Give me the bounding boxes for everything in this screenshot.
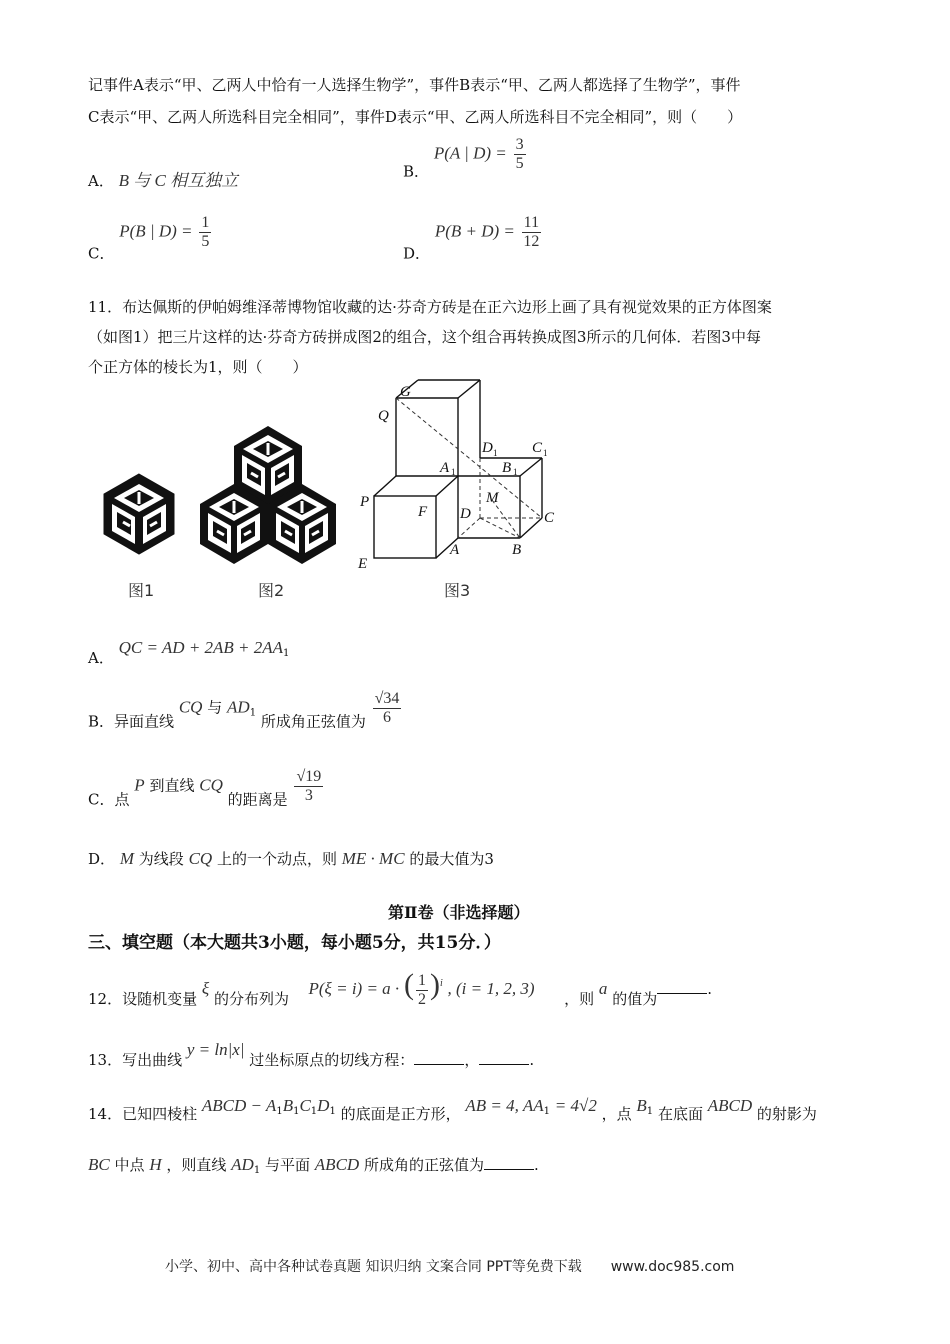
footer [165, 1256, 734, 1276]
q14-line2: BC 中点 H ，则直线 $AD_1$ 与平面 ABCD 所成角的正弦值为 . [88, 1155, 539, 1176]
footer-url[interactable]: www.doc985.com [610, 1259, 735, 1275]
option-label: B． [403, 162, 430, 181]
footer-text: 小学、初中、高中各种试卷真题 知识归纳 文案合同 PPT等免费下载 [165, 1259, 582, 1275]
label-a1: A [440, 460, 450, 476]
label-c1: C [532, 440, 543, 456]
figure1-caption: 图1 [128, 581, 155, 600]
label-d: D [460, 506, 471, 522]
q11-option-c: C．点 P 到直线 CQ 的距离是 $\frac{√19}{3}$ [88, 768, 322, 809]
q10-line2: C表示“甲、乙两人所选科目完全相同”，事件D表示“甲、乙两人所选科目不完全相同”，则（ ） [88, 108, 743, 126]
q11-line1: 11．布达佩斯的伊帕姆维泽蒂博物馆收藏的达·芬奇方砖是在正六边形上画了具有视觉效果的正方体图案 [88, 298, 772, 316]
q11-line3: 个正方体的棱长为1，则（ ） [88, 358, 308, 376]
answer-blank-1 [414, 1050, 464, 1065]
q10-option-b [403, 136, 528, 182]
label-d1: D [482, 440, 493, 456]
figure1-cube-tile [100, 470, 178, 558]
fraction: $\frac{11}{12}$ [523, 214, 540, 250]
label-a: A [450, 542, 460, 558]
q11-option-b: B．异面直线 CQ 与 $AD_1$ 所成角正弦值为 $\frac{√34}{6}$ [88, 690, 400, 731]
option-expr: P(B | D) = [119, 221, 193, 241]
q10-line1: 记事件A表示“甲、乙两人中恰有一人选择生物学”，事件B表示“甲、乙两人都选择了生物学”，事件 [88, 76, 741, 94]
option-label: C． [88, 244, 115, 263]
option-expr: P(A | D) = [433, 143, 507, 163]
label-g: G [400, 384, 411, 400]
answer-blank-2 [479, 1050, 529, 1065]
answer-blank [657, 979, 707, 994]
figure2-caption: 图2 [258, 581, 285, 600]
section-title: 第Ⅱ卷（非选择题） [388, 903, 530, 922]
option-expr: P(B + D) = [434, 221, 515, 241]
q11-option-a: A． QC = AD + $2AB + 2AA_1$ [88, 638, 290, 667]
figure3-geometry [352, 378, 564, 574]
label-b: B [512, 542, 522, 558]
label-b1: B [502, 460, 512, 476]
label-f: F [418, 504, 428, 520]
label-p: P [360, 494, 370, 510]
q12: 12．设随机变量 ξ 的分布列为 P(ξ = i) = a · ( $\frac{1}{2}$ )$^i$ , (i = 1, 2, 3) ，则 a 的值为. [88, 968, 712, 1008]
option-text: B 与 C 相互独立 [118, 171, 239, 190]
svg-text:1: 1 [543, 448, 548, 458]
q11-line2: （如图1）把三片这样的达·芬奇方砖拼成图2的组合，这个组合再转换成图3所示的几何体．若图3中每 [88, 328, 761, 346]
q10-option-a [88, 166, 238, 191]
label-m: M [486, 490, 499, 506]
figure2-three-tiles [198, 422, 338, 572]
label-q: Q [378, 408, 389, 424]
q13: 13．写出曲线 y = ln|x| 过坐标原点的切线方程： ， . [88, 1040, 535, 1069]
figure3-caption: 图3 [444, 581, 471, 600]
label-e: E [358, 556, 368, 572]
svg-text:1: 1 [513, 467, 518, 477]
q14-line1: 14．已知四棱柱 ABCD − $A_1B_1C_1D_1$ 的底面是正方形， AB = 4, $AA_1 = 4√2$ ，点 $B_1$ 在底面 ABCD 的射影为 [88, 1096, 817, 1123]
section-heading: 三、填空题（本大题共3小题，每小题5分，共15分．） [88, 933, 501, 953]
option-label: D． [403, 244, 431, 263]
svg-text:1: 1 [451, 467, 456, 477]
q10-option-d [403, 214, 543, 264]
answer-blank [484, 1155, 534, 1170]
fraction: $\frac{1}{5}$ [201, 214, 210, 250]
q11-option-d: D． M 为线段 CQ 上的一个动点，则 ME · MC 的最大值为3 [88, 849, 494, 868]
q10-option-c [88, 214, 213, 264]
label-c: C [544, 510, 555, 526]
fraction: $\frac{3}{5}$ [515, 136, 524, 172]
svg-text:1: 1 [493, 448, 498, 458]
option-label: A． [88, 172, 114, 190]
